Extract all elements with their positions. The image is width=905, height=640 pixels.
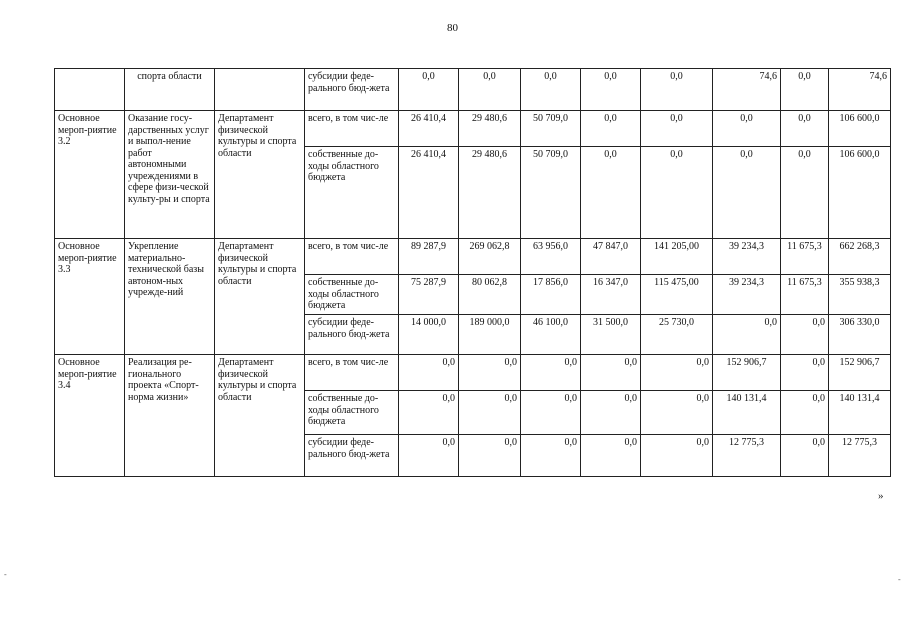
table-row <box>55 239 891 275</box>
table-cell: 0,0 <box>713 147 781 239</box>
table-cell: 25 730,0 <box>641 315 713 355</box>
budget-table <box>54 68 891 477</box>
table-cell: 39 234,3 <box>713 239 781 275</box>
table-cell: 115 475,00 <box>641 275 713 315</box>
table-cell: Реализация ре-гионального проекта «Спорт-норма жизни» <box>125 355 215 477</box>
table-cell: Департамент физической культуры и спорта области <box>215 355 305 477</box>
margin-tick: - <box>4 570 7 579</box>
table-cell: собственные до-ходы областного бюджета <box>305 147 399 239</box>
table-cell: Основное мероп-риятие 3.2 <box>55 111 125 239</box>
table-cell <box>215 69 305 111</box>
table-cell: 0,0 <box>781 391 829 435</box>
table-cell: 75 287,9 <box>399 275 459 315</box>
table-cell: Оказание госу-дарственных услуг и выпол-нение работ автономными учреждениями в сфере физи-ческой культу-ры и спорта <box>125 111 215 239</box>
table-cell: 0,0 <box>399 69 459 111</box>
table-cell: 29 480,6 <box>459 111 521 147</box>
table-cell: 355 938,3 <box>829 275 891 315</box>
table-cell: 0,0 <box>581 147 641 239</box>
table-cell: 74,6 <box>829 69 891 111</box>
table-cell: 0,0 <box>399 355 459 391</box>
closing-quote: » <box>878 490 884 502</box>
table-cell: 26 410,4 <box>399 147 459 239</box>
table-cell: субсидии феде-рального бюд-жета <box>305 435 399 477</box>
table-cell: 0,0 <box>781 111 829 147</box>
table-cell: 12 775,3 <box>829 435 891 477</box>
table-cell: 80 062,8 <box>459 275 521 315</box>
table-cell: 74,6 <box>713 69 781 111</box>
table-cell: 0,0 <box>399 391 459 435</box>
table-cell: 11 675,3 <box>781 275 829 315</box>
table-cell: 11 675,3 <box>781 239 829 275</box>
table-cell: 152 906,7 <box>713 355 781 391</box>
table-cell: 26 410,4 <box>399 111 459 147</box>
table-cell: 0,0 <box>521 435 581 477</box>
table-cell: 0,0 <box>521 355 581 391</box>
table-cell: 0,0 <box>399 435 459 477</box>
table-cell: 0,0 <box>459 355 521 391</box>
table-cell <box>55 69 125 111</box>
table-cell: 29 480,6 <box>459 147 521 239</box>
table-cell: 106 600,0 <box>829 111 891 147</box>
table-cell: 0,0 <box>459 69 521 111</box>
table-cell: 140 131,4 <box>829 391 891 435</box>
table-cell: 89 287,9 <box>399 239 459 275</box>
table-cell: 0,0 <box>641 355 713 391</box>
table-body <box>55 69 891 477</box>
table-cell: 141 205,00 <box>641 239 713 275</box>
table-cell: 0,0 <box>781 147 829 239</box>
table-cell: 12 775,3 <box>713 435 781 477</box>
table-cell: Основное мероп-риятие 3.4 <box>55 355 125 477</box>
table-cell: всего, в том чис-ле <box>305 355 399 391</box>
table-cell: 31 500,0 <box>581 315 641 355</box>
table-cell: 152 906,7 <box>829 355 891 391</box>
table-cell: 0,0 <box>781 355 829 391</box>
table-cell: 0,0 <box>581 435 641 477</box>
table-cell: субсидии феде-ральнoго бюд-жета <box>305 69 399 111</box>
table-cell: Департамент физической культуры и спорта области <box>215 111 305 239</box>
table-cell: 0,0 <box>459 391 521 435</box>
table-cell: 14 000,0 <box>399 315 459 355</box>
table-cell: 50 709,0 <box>521 111 581 147</box>
table-cell: 0,0 <box>713 315 781 355</box>
table-cell: 47 847,0 <box>581 239 641 275</box>
table-cell: субсидии феде-рального бюд-жета <box>305 315 399 355</box>
table-cell: 63 956,0 <box>521 239 581 275</box>
table-row <box>55 355 891 391</box>
table-cell: 0,0 <box>521 391 581 435</box>
table-cell: 306 330,0 <box>829 315 891 355</box>
table-cell: 0,0 <box>641 111 713 147</box>
table-cell: 0,0 <box>781 315 829 355</box>
table-row <box>55 69 891 111</box>
table-cell: 0,0 <box>781 435 829 477</box>
table-cell: 269 062,8 <box>459 239 521 275</box>
table-cell: 140 131,4 <box>713 391 781 435</box>
table-cell: Департамент физической культуры и спорта области <box>215 239 305 355</box>
table-cell: всего, в том чис-ле <box>305 239 399 275</box>
table-cell: 0,0 <box>641 435 713 477</box>
table-cell: 189 000,0 <box>459 315 521 355</box>
table-cell: 0,0 <box>781 69 829 111</box>
table-cell: всего, в том чис-ле <box>305 111 399 147</box>
table-cell: собственные до-ходы областного бюджета <box>305 275 399 315</box>
page-number: 80 <box>447 22 458 34</box>
table-cell: 0,0 <box>641 69 713 111</box>
table-cell: 0,0 <box>459 435 521 477</box>
table-cell: 106 600,0 <box>829 147 891 239</box>
table-cell: 16 347,0 <box>581 275 641 315</box>
table-cell: 0,0 <box>521 69 581 111</box>
table-cell: 0,0 <box>581 355 641 391</box>
table-cell: Основное мероп-риятие 3.3 <box>55 239 125 355</box>
margin-tick: - <box>898 575 901 584</box>
table-cell: Укрепление материально-технической базы автоном-ных учрежде-ний <box>125 239 215 355</box>
table-cell: 46 100,0 <box>521 315 581 355</box>
table-cell: спорта области <box>125 69 215 111</box>
table-cell: 0,0 <box>581 391 641 435</box>
table-cell: собственные до-ходы областного бюджета <box>305 391 399 435</box>
table-cell: 0,0 <box>581 111 641 147</box>
table-cell: 39 234,3 <box>713 275 781 315</box>
table-row <box>55 111 891 147</box>
table-cell: 17 856,0 <box>521 275 581 315</box>
table-cell: 662 268,3 <box>829 239 891 275</box>
table-cell: 0,0 <box>713 111 781 147</box>
table-cell: 0,0 <box>581 69 641 111</box>
table-cell: 0,0 <box>641 391 713 435</box>
table-cell: 50 709,0 <box>521 147 581 239</box>
table-cell: 0,0 <box>641 147 713 239</box>
